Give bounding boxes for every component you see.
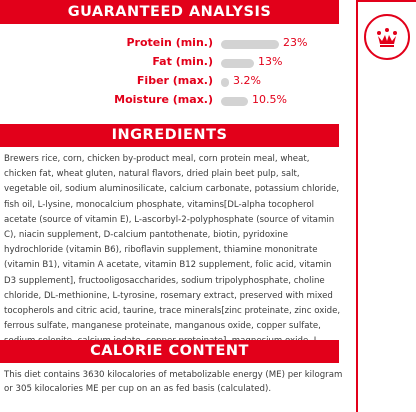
analysis-label: Fat (min.) — [152, 55, 213, 68]
crown-icon — [375, 25, 399, 49]
calorie-content-heading: CALORIE CONTENT — [0, 340, 339, 363]
ingredients-text: Brewers rice, corn, chicken by-product meal, corn protein meal, wheat, chicken fat, wheat gluten, natural flavors, dried plain beet pulp, salt, vegetable oil, sodium aluminosilicate, calcium carbonate, potassium chloride, fish oil, L-lysine, monocalcium phosphate, vitamins[DL-alpha tocopherol acetate (source of vitamin E), L-ascorbyl-2-polyphosphate (source of vitamin C), niacin supplement, D-calcium pantothenate, biotin, pyridoxine hydrochloride (vitamin B6), riboflavin supplement, thiamine mononitrate (vitamin B1), vitamin A acetate, vitamin B12 supplement, folic acid, vitamin D3 supplement], fructooligosaccharides, sodium tripolyphosphate, choline chloride, DL-methionine, L-tyrosine, rosemary extract, preserved with mixed tocopherols and citric acid, taurine, trace minerals[zinc proteinate, zinc oxide, ferrous sulfate, manganese proteinate, manganous oxide, copper sulfate, — [4, 154, 341, 332]
analysis-bar — [221, 59, 254, 68]
analysis-value: 13% — [258, 55, 283, 68]
analysis-row-fat — [0, 55, 339, 71]
analysis-row-protein — [0, 36, 339, 52]
ingredients-heading: INGREDIENTS — [0, 124, 339, 147]
analysis-label: Fiber (max.) — [136, 74, 213, 87]
analysis-value: 23% — [283, 36, 308, 49]
analysis-value: 3.2% — [233, 74, 261, 87]
analysis-value: 10.5% — [252, 93, 287, 106]
analysis-row-moisture — [0, 93, 339, 109]
analysis-label: Moisture (max.) — [114, 93, 213, 106]
guaranteed-analysis-heading: GUARANTEED ANALYSIS — [0, 0, 339, 24]
brand-badge — [364, 14, 410, 60]
analysis-bar — [221, 40, 279, 49]
analysis-bar — [221, 78, 229, 87]
analysis-label: Protein (min.) — [126, 36, 213, 49]
calorie-content-text: This diet contains 3630 kilocalories of metabolizable energy (ME) per kilogram or 305 kilocalories ME per cup on an as fed basis (calculated). — [4, 370, 343, 394]
brand-frame — [356, 0, 416, 412]
analysis-row-fiber — [0, 74, 339, 90]
analysis-bar — [221, 97, 248, 106]
